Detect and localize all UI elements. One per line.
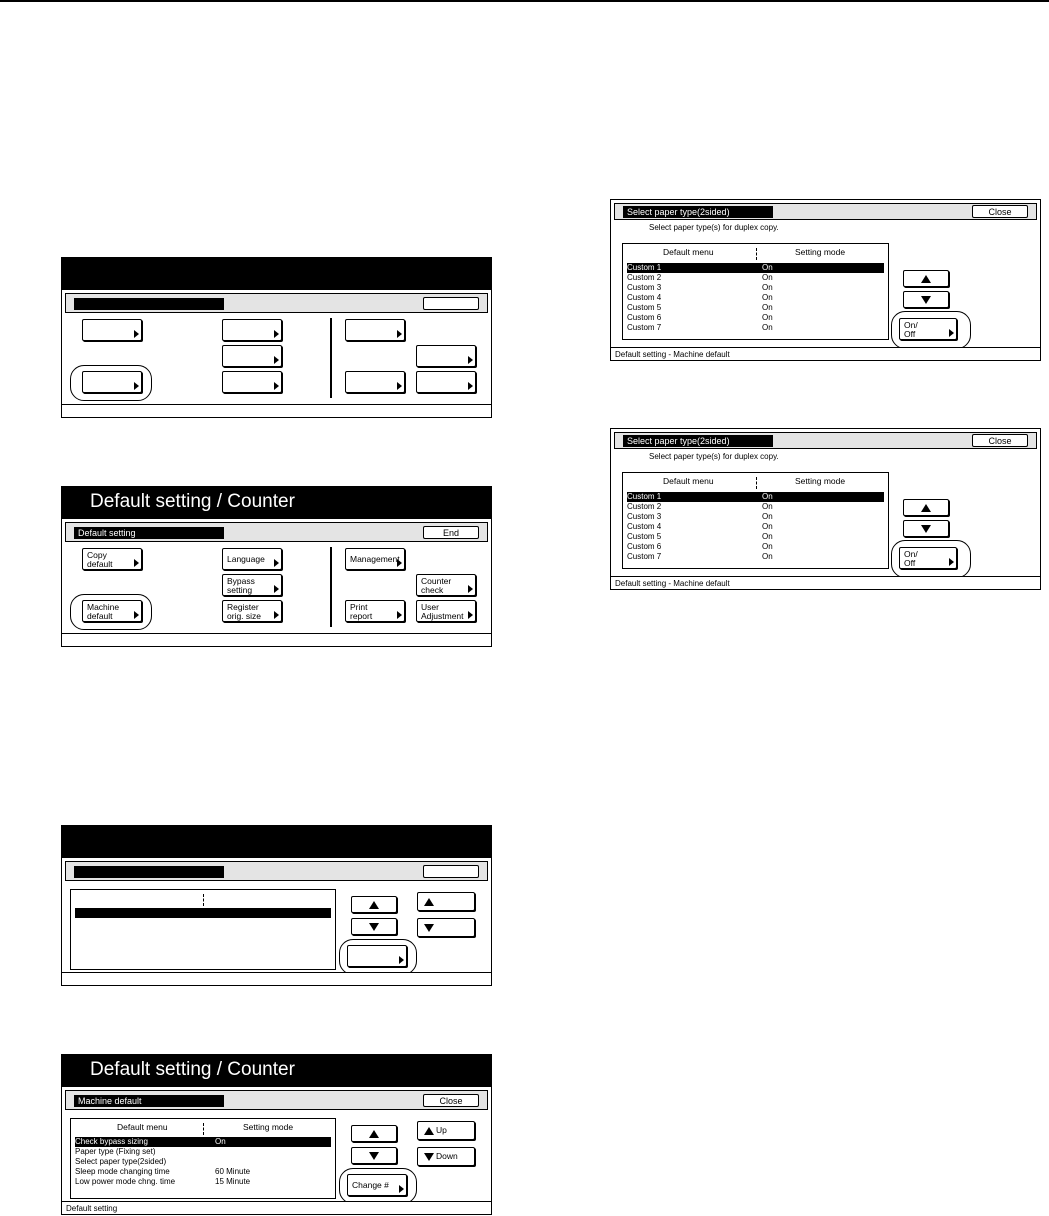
row-mode: On [762,522,773,531]
arrow-down-icon [424,1153,434,1161]
arrow-up-icon [921,504,931,512]
column-separator [203,1123,204,1135]
instruction-text: Select paper type(s) for duplex copy. [649,452,779,461]
row-mode: On [762,492,773,501]
panel-header [62,826,491,858]
copy-default-label: Copy default [87,550,113,569]
counter-check-button[interactable] [416,345,476,367]
row-menu: Paper type (Fixing set) [75,1147,156,1156]
panel-select-paper-type-2 [610,428,1041,590]
on-off-button[interactable] [899,547,957,569]
down-button[interactable] [417,918,475,937]
arrow-up-icon [369,1130,379,1138]
list-item[interactable] [627,542,884,552]
row-mode: On [762,532,773,541]
row-mode: On [762,283,773,292]
arrow-up-icon [921,275,931,283]
menu-list [70,1118,336,1199]
panel-subbar [65,293,488,313]
arrow-up-icon [369,901,379,909]
arrow-down-icon [921,296,931,304]
end-button[interactable]: End [423,526,479,539]
arrow-up-icon [424,898,434,906]
row-menu: Custom 4 [627,522,662,531]
list-item[interactable] [627,552,884,562]
scroll-down-button[interactable] [903,291,949,308]
list-item[interactable] [627,532,884,542]
row-mode: On [762,542,773,551]
end-button[interactable] [423,297,479,310]
row-menu: Custom 3 [627,283,662,292]
change-button[interactable] [347,945,407,967]
arrow-down-icon [424,924,434,932]
machine-default-label: Machine default [87,602,120,621]
arrow-right-icon [468,585,473,593]
row-mode: On [762,263,773,272]
arrow-right-icon [468,356,473,364]
management-button[interactable] [345,319,405,341]
row-mode: On [762,502,773,511]
column-divider [330,318,332,398]
list-item[interactable] [627,522,884,532]
bypass-setting-button[interactable] [222,574,282,596]
panel-machine-default [61,1054,492,1215]
column-separator [203,894,204,906]
panel-subtitle: Default setting [74,527,224,539]
panel-select-paper-type-1 [610,199,1041,361]
row-menu: Low power mode chng. time [75,1177,176,1186]
counter-check-label: Counter check [421,576,452,595]
list-item[interactable] [627,303,884,313]
panel-subtitle [74,298,224,310]
panel-subtitle: Machine default [74,1095,224,1107]
list-item-selected[interactable] [75,1137,331,1147]
panel-header [62,258,491,290]
panel-subbar [65,522,488,542]
column-header-mode: Setting mode [795,476,846,486]
panel-default-setting-blank [61,257,492,418]
arrow-right-icon [274,585,279,593]
print-report-label: Print report [350,602,373,621]
panel-subbar [614,203,1037,220]
close-button[interactable]: Close [972,205,1028,218]
arrow-right-icon [134,382,139,390]
list-item[interactable] [627,323,884,333]
on-off-label: On/ Off [904,549,918,568]
management-button[interactable] [345,548,405,570]
row-menu: Custom 7 [627,323,662,332]
row-menu: Custom 5 [627,532,662,541]
up-label: Up [436,1125,447,1135]
column-separator [756,248,757,260]
arrow-right-icon [274,356,279,364]
language-button[interactable] [222,319,282,341]
paper-type-list [622,243,889,340]
panel-subbar [614,432,1037,449]
row-mode: On [762,293,773,302]
list-item-selected[interactable] [75,908,331,918]
arrow-down-icon [921,525,931,533]
scroll-up-button[interactable] [351,896,397,913]
panel-default-setting [61,486,492,647]
list-item[interactable] [75,1177,331,1187]
user-adjustment-button[interactable] [416,600,476,622]
panel-subtitle [74,866,224,878]
list-item[interactable] [627,502,884,512]
arrow-right-icon [274,330,279,338]
row-menu: Custom 6 [627,542,662,551]
list-item[interactable] [627,293,884,303]
copy-default-button[interactable] [82,319,142,341]
list-item[interactable] [627,512,884,522]
arrow-right-icon [274,611,279,619]
management-label: Management [350,554,400,564]
arrow-right-icon [397,330,402,338]
arrow-right-icon [134,611,139,619]
on-off-label: On/ Off [904,320,918,339]
arrow-right-icon [134,330,139,338]
status-bar: Default setting [62,1201,491,1214]
arrow-right-icon [468,382,473,390]
arrow-down-icon [369,1152,379,1160]
arrow-right-icon [397,559,402,567]
status-bar [62,633,491,646]
row-mode: 15 Minute [215,1177,251,1186]
close-button[interactable] [423,865,479,878]
arrow-up-icon [424,1127,434,1135]
paper-type-list [622,472,889,569]
language-label: Language [227,554,265,564]
panel-subtitle: Select paper type(2sided) [623,206,773,218]
down-label: Down [436,1151,458,1161]
close-button[interactable]: Close [972,434,1028,447]
register-orig-size-button[interactable] [222,600,282,622]
column-separator [756,477,757,489]
bypass-setting-button[interactable] [222,345,282,367]
list-item[interactable] [75,1167,331,1177]
down-button[interactable] [417,1147,475,1166]
arrow-right-icon [134,559,139,567]
machine-default-button[interactable] [82,600,142,622]
arrow-right-icon [399,1185,404,1193]
counter-check-button[interactable] [416,574,476,596]
bypass-setting-label: Bypass setting [227,576,255,595]
list-item-selected[interactable] [627,263,884,273]
list-item-selected[interactable] [627,492,884,502]
register-orig-size-label: Register orig. size [227,602,262,621]
row-menu: Custom 2 [627,273,662,282]
list-item[interactable] [627,313,884,323]
row-menu: Custom 4 [627,293,662,302]
status-bar [62,404,491,417]
row-mode: On [762,323,773,332]
column-header-mode: Setting mode [795,247,846,257]
row-mode: On [762,303,773,312]
column-header-mode: Setting mode [243,1122,294,1132]
change-button[interactable] [347,1174,407,1196]
row-menu: Sleep mode changing time [75,1167,170,1176]
panel-header: Default setting / Counter [62,487,491,519]
column-header-menu: Default menu [663,476,714,486]
column-header-menu: Default menu [117,1122,168,1132]
list-item[interactable] [627,273,884,283]
print-report-button[interactable] [345,371,405,393]
status-bar: Default setting - Machine default [611,347,1040,360]
scroll-up-button[interactable] [903,270,949,287]
scroll-down-button[interactable] [351,1147,397,1164]
list-item[interactable] [75,1157,331,1167]
row-menu: Custom 5 [627,303,662,312]
panel-subtitle: Select paper type(2sided) [623,435,773,447]
scroll-down-button[interactable] [903,520,949,537]
arrow-right-icon [949,329,954,337]
row-menu: Custom 3 [627,512,662,521]
page-top-rule [0,0,1049,2]
row-mode: On [215,1137,226,1146]
language-button[interactable] [222,548,282,570]
status-bar [62,972,491,985]
row-mode: On [762,313,773,322]
menu-list [70,889,336,970]
row-menu: Custom 1 [627,263,662,272]
scroll-down-button[interactable] [351,918,397,935]
print-report-button[interactable] [345,600,405,622]
row-menu: Custom 6 [627,313,662,322]
row-menu: Custom 1 [627,492,662,501]
arrow-right-icon [949,558,954,566]
row-menu: Check bypass sizing [75,1137,148,1146]
scroll-up-button[interactable] [351,1125,397,1142]
arrow-right-icon [399,956,404,964]
arrow-right-icon [468,611,473,619]
user-adjustment-label: User Adjustment [421,602,464,621]
panel-subbar [65,861,488,881]
machine-default-button[interactable] [82,371,142,393]
list-item[interactable] [627,283,884,293]
list-item[interactable] [75,1147,331,1157]
arrow-right-icon [274,382,279,390]
user-adjustment-button[interactable] [416,371,476,393]
panel-machine-default-blank [61,825,492,986]
on-off-button[interactable] [899,318,957,340]
column-divider [330,547,332,627]
arrow-right-icon [397,611,402,619]
up-button[interactable] [417,892,475,911]
register-orig-size-button[interactable] [222,371,282,393]
row-menu: Select paper type(2sided) [75,1157,167,1166]
arrow-down-icon [369,923,379,931]
row-mode: On [762,273,773,282]
panel-header: Default setting / Counter [62,1055,491,1087]
copy-default-button[interactable] [82,548,142,570]
status-bar: Default setting - Machine default [611,576,1040,589]
panel-subbar [65,1090,488,1110]
arrow-right-icon [397,382,402,390]
instruction-text: Select paper type(s) for duplex copy. [649,223,779,232]
column-header-menu: Default menu [663,247,714,257]
row-menu: Custom 7 [627,552,662,561]
row-mode: On [762,512,773,521]
arrow-right-icon [274,559,279,567]
close-button[interactable]: Close [423,1094,479,1107]
row-mode: On [762,552,773,561]
row-mode: 60 Minute [215,1167,251,1176]
scroll-up-button[interactable] [903,499,949,516]
up-button[interactable] [417,1121,475,1140]
row-menu: Custom 2 [627,502,662,511]
change-label: Change # [352,1180,389,1190]
